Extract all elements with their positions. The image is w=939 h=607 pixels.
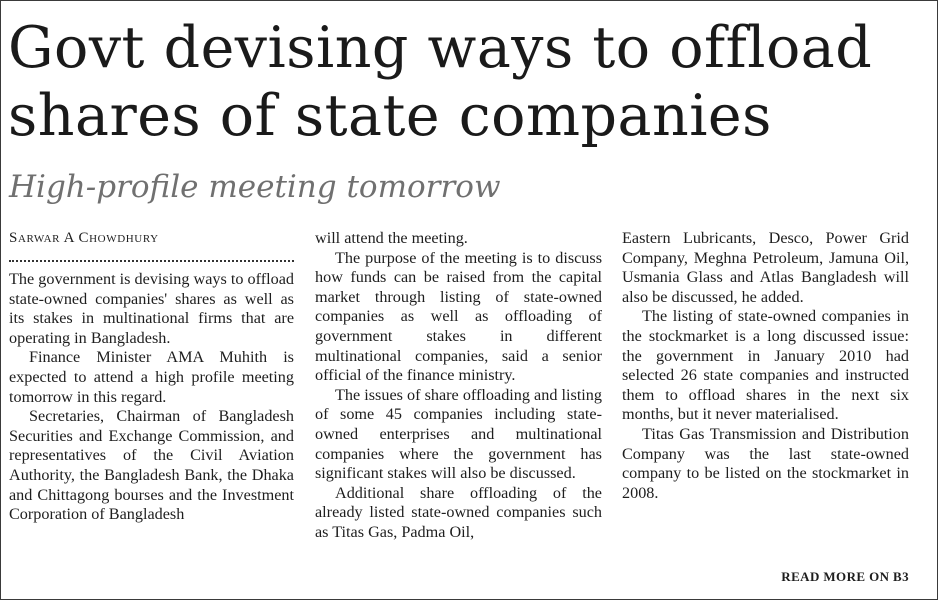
paragraph: Secretaries, Chairman of Bangladesh Securities and Exchange Commission, and representatives of the Civil Aviation Authority, the Bangladesh Bank, the Dhaka and Chittagong bourses and the Investment Corporation of Bangladesh (9, 407, 294, 524)
top-border (0, 0, 937, 1)
paragraph: Titas Gas Transmission and Distribution Company was the last state-owned company to be listed on the stockmarket in 2008. (622, 424, 909, 502)
paragraph: Finance Minister AMA Muhith is expected to attend a high profile meeting tomorrow in this regard. (9, 348, 294, 406)
read-more-jump-line: READ MORE ON B3 (781, 569, 909, 584)
article-column-2 (315, 229, 602, 543)
byline: Sarwar A Chowdhury (9, 230, 159, 246)
left-border (0, 0, 1, 600)
paragraph-continuation: will attend the meeting. (315, 229, 468, 247)
paragraph: The government is devising ways to offload state-owned companies' shares as well as its stakes in multinational firms that are operating in Bangladesh. (9, 270, 294, 347)
paragraph: Additional share offloading of the already listed state-owned companies such as Titas Gas, Padma Oil, (315, 483, 602, 541)
paragraph: The listing of state-owned companies in the stockmarket is a long discussed issue: the government in January 2010 had selected 26 state companies and instructed them to offload shares in the next six months, but it never materialised. (622, 307, 909, 424)
article-column-3 (622, 229, 909, 503)
paragraph: The purpose of the meeting is to discuss how funds can be raised from the capital market through listing of state-owned companies as well as offloading of government stakes in different multinational companies, said a senior official of the finance ministry. (315, 248, 602, 385)
bottom-border (0, 599, 937, 600)
byline-dotted-divider (9, 260, 294, 262)
subheadline: High-profile meeting tomorrow (9, 169, 501, 205)
paragraph: The issues of share offloading and listing of some 45 companies including state-owned enterprises and multinational companies where the government has significant stakes will also be discussed. (315, 385, 602, 483)
article-column-1 (9, 270, 294, 525)
paragraph-continuation: Eastern Lubricants, Desco, Power Grid Company, Meghna Petroleum, Jamuna Oil, Usmania Glass and Atlas Bangladesh will also be discussed, he added. (622, 229, 909, 306)
right-border (937, 0, 938, 600)
headline: Govt devising ways to offload shares of state companies (8, 15, 873, 149)
